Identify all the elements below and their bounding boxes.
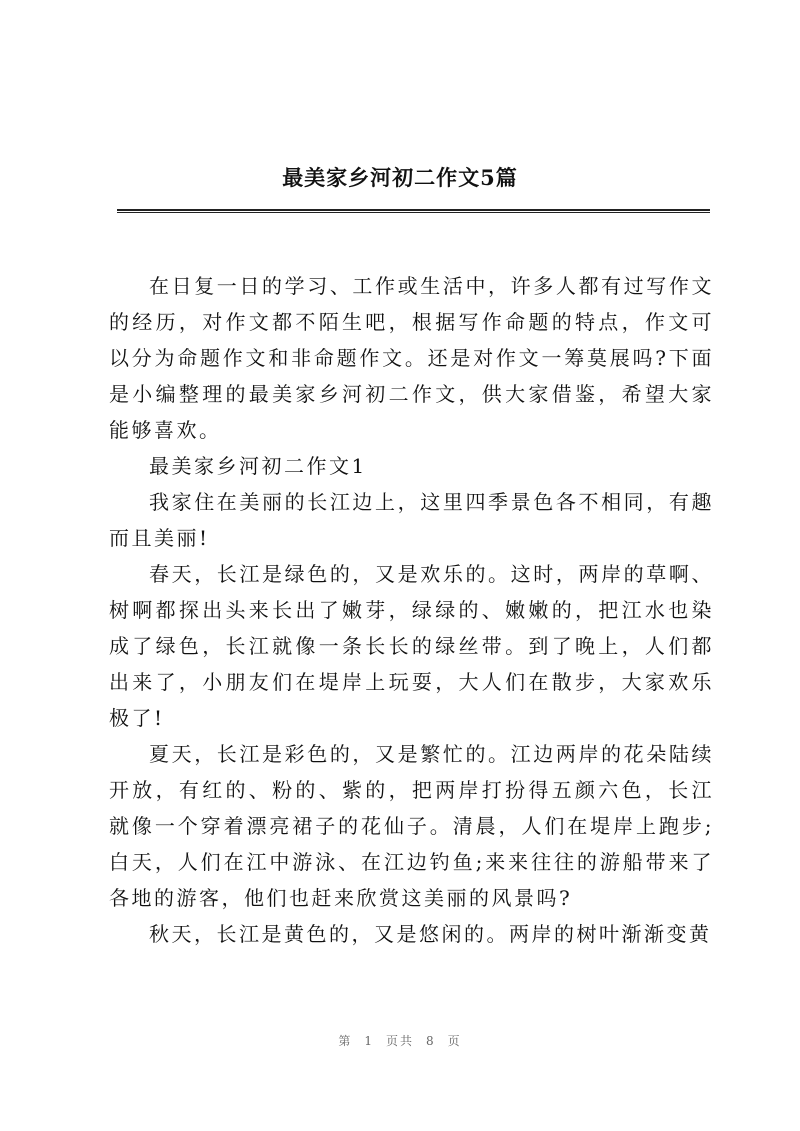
paragraph: 春天，长江是绿色的，又是欢乐的。这时，两岸的草啊、树啊都探出头来长出了嫩芽，绿绿的、嫩嫩的，把江水也染成了绿色，长江就像一条长长的绿丝带。到了晚上，人们都出来了，小朋友们在堤岸上玩耍，大人们在散步，大家欢乐极了! (109, 562, 714, 730)
title-divider (117, 209, 710, 213)
footer-prefix: 第 (338, 1034, 353, 1048)
footer-total-pages: 8 (426, 1034, 436, 1048)
footer-page-number: 1 (364, 1034, 374, 1048)
footer-suffix: 页 (447, 1034, 462, 1048)
page-footer (0, 1032, 800, 1049)
section-heading: 最美家乡河初二作文1 (149, 454, 367, 478)
paragraph: 秋天，长江是黄色的，又是悠闲的。两岸的树叶渐渐变黄 (149, 922, 712, 946)
page-title: 最美家乡河初二作文5篇 (282, 165, 518, 190)
paragraph: 我家住在美丽的长江边上，这里四季景色各不相同，有趣而且美丽! (109, 490, 714, 550)
paragraph-intro: 在日复一日的学习、工作或生活中，许多人都有过写作文的经历，对作文都不陌生吧，根据写作命题的特点，作文可以分为命题作文和非命题作文。还是对作文一筹莫展吗?下面是小编整理的最美家乡河初二作文，供大家借鉴，希望大家能够喜欢。 (109, 274, 714, 442)
footer-middle: 页共 (385, 1034, 414, 1048)
paragraph: 夏天，长江是彩色的，又是繁忙的。江边两岸的花朵陆续开放，有红的、粉的、紫的，把两岸打扮得五颜六色，长江就像一个穿着漂亮裙子的花仙子。清晨，人们在堤岸上跑步;白天，人们在江中游泳、在江边钓鱼;来来往往的游船带来了各地的游客，他们也赶来欣赏这美丽的风景吗? (109, 742, 714, 910)
document-body (109, 268, 714, 952)
